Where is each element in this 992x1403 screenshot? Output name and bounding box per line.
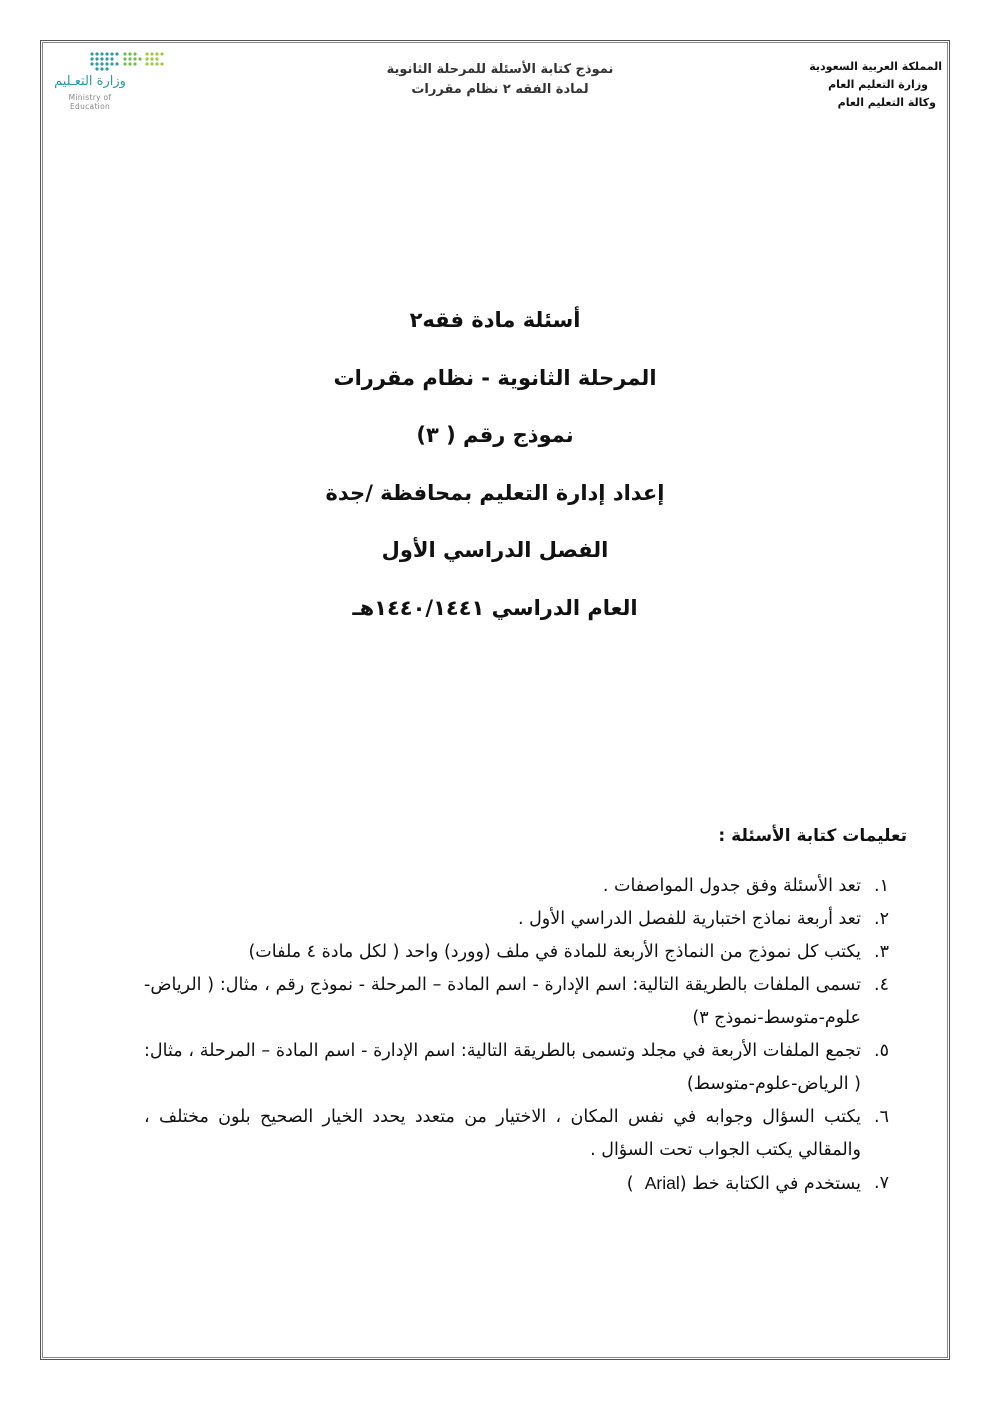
list-item bbox=[144, 936, 889, 969]
item-text: تجمع الملفات الأربعة في مجلد وتسمى بالطريقة التالية: اسم الإدارة - اسم المادة – المرحلة ، مثال: ( الرياض-علوم-متوسط) bbox=[144, 1041, 861, 1094]
title-line: الفصل الدراسي الأول bbox=[381, 538, 609, 562]
list-item bbox=[144, 870, 889, 903]
form-header-line: لمادة الفقه ٢ نظام مقررات bbox=[411, 82, 589, 97]
item-number: ١. bbox=[874, 876, 889, 896]
title-line: المرحلة الثانوية - نظام مقررات bbox=[333, 365, 657, 390]
ministry-logo bbox=[50, 48, 170, 118]
list-item bbox=[144, 969, 889, 1035]
list-item bbox=[144, 1167, 889, 1201]
ministry-logo-arabic: وزارة التعـليم bbox=[54, 74, 126, 89]
form-header-line: نموذج كتابة الأسئلة للمرحلة الثانوية bbox=[386, 62, 614, 77]
item-text: تعد أربعة نماذج اختبارية للفصل الدراسي الأول . bbox=[517, 909, 861, 929]
list-item bbox=[144, 903, 889, 936]
exam-title-block bbox=[200, 300, 790, 645]
title-line: نموذج رقم ( ٣) bbox=[416, 423, 574, 447]
item-number: ٤. bbox=[874, 975, 889, 995]
item-text: تعد الأسئلة وفق جدول المواصفات . bbox=[602, 876, 861, 896]
org-line: وزارة التعليم العام bbox=[828, 78, 928, 91]
form-header bbox=[330, 60, 670, 100]
item-number: ٧. bbox=[874, 1173, 889, 1193]
list-item bbox=[144, 1101, 889, 1167]
ministry-logo-dots-icon bbox=[50, 48, 170, 74]
organization-header bbox=[742, 58, 942, 112]
item-number: ٢. bbox=[874, 909, 889, 929]
item-text: يكتب السؤال وجوابه في نفس المكان ، الاختيار من متعدد يحدد الخيار الصحيح بلون مختلف ، والمقالي يكتب الجواب تحت السؤال . bbox=[144, 1107, 861, 1160]
item-text: يكتب كل نموذج من النماذج الأربعة للمادة في ملف (وورد) واحد ( لكل مادة ٤ ملفات) bbox=[248, 942, 861, 962]
item-number: ٣. bbox=[874, 942, 889, 962]
list-item bbox=[144, 1035, 889, 1101]
org-line: المملكة العربية السعودية bbox=[809, 60, 942, 73]
item-text: تسمى الملفات بالطريقة التالية: اسم الإدارة - اسم المادة – المرحلة - نموذج رقم ، مثال: ( الرياض-علوم-متوسط-نموذج ٣) bbox=[144, 975, 861, 1028]
item-number: ٥. bbox=[874, 1041, 889, 1061]
title-line: إعداد إدارة التعليم بمحافظة /جدة bbox=[325, 480, 665, 505]
item-number: ٦. bbox=[874, 1107, 889, 1127]
item-text-font: يستخدم في الكتابة خط (Arial ) bbox=[626, 1173, 861, 1194]
ministry-logo-english: Ministry of Education bbox=[68, 93, 112, 111]
instructions-title: تعليمات كتابة الأسئلة : bbox=[718, 826, 907, 846]
org-line: وكالة التعليم العام bbox=[837, 96, 936, 109]
item-text: يستخدم في الكتابة خط bbox=[692, 1174, 861, 1194]
instructions-list bbox=[144, 870, 889, 1201]
font-name: Arial bbox=[644, 1173, 680, 1193]
title-line: أسئلة مادة فقه٢ bbox=[409, 308, 581, 332]
title-line: العام الدراسي ١٤٤٠/١٤٤١هـ bbox=[352, 595, 638, 620]
